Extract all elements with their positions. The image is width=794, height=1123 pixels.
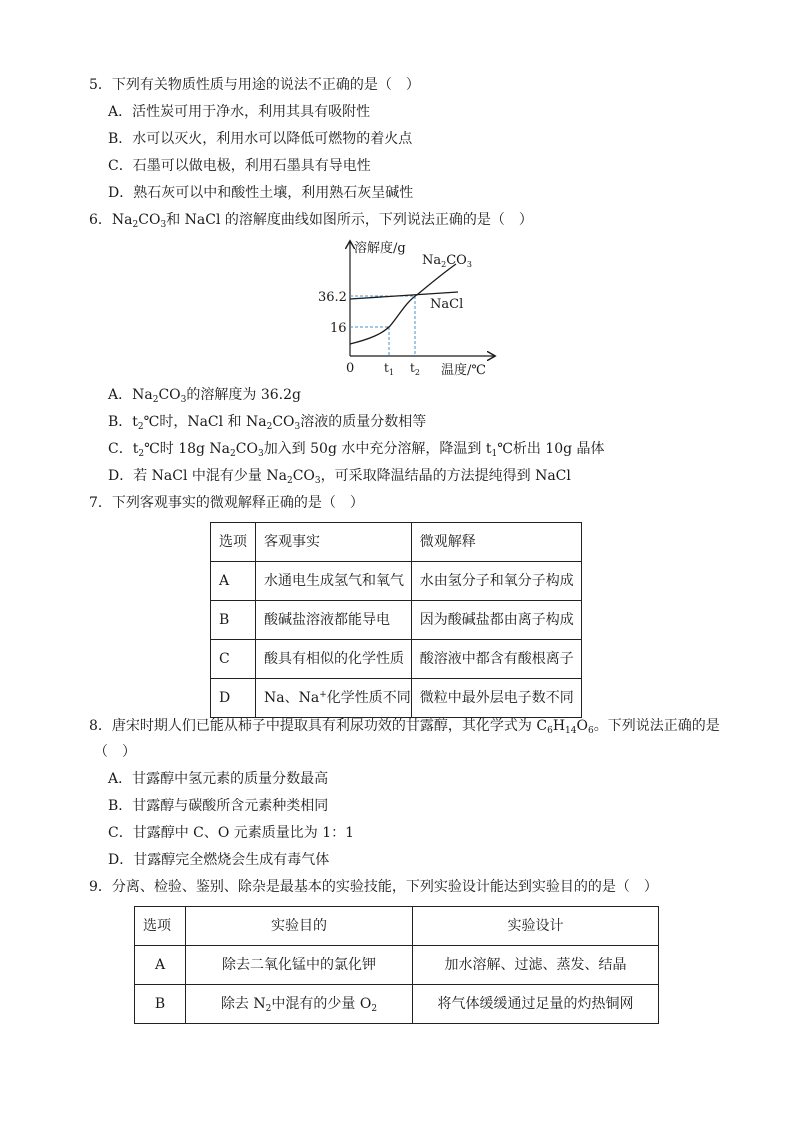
table-row — [135, 946, 659, 985]
table-row — [211, 562, 582, 601]
q6-option-b: B．$t_2℃$时，NaCl 和 $Na_2CO_3$溶液的质量分数相等 — [108, 414, 427, 432]
table-cell: 除去二氧化锰中的氯化钾 — [186, 946, 413, 985]
y-tick-16: 16 — [330, 321, 347, 336]
q6-option-d: D．若 NaCl 中混有少量 $Na_2CO_3$，可采取降温结晶的方法提纯得到 NaCl — [108, 468, 571, 486]
q5-option-c: C．石墨可以做电极，利用石墨具有导电性 — [108, 158, 371, 174]
series-label-nacl: NaCl — [430, 297, 464, 312]
table-row — [211, 601, 582, 640]
q8-stem: 8．唐宋时期人们已能从柿子中提取具有利尿功效的甘露醇，其化学式为 $C_6H_{14}O_6$。下列说法正确的是 — [89, 718, 720, 736]
q8-option-c: C．甘露醇中 C、O 元素质量比为 1：1 — [108, 825, 355, 841]
table-cell: A — [211, 562, 256, 601]
q5-option-a: A．活性炭可用于净水，利用其具有吸附性 — [108, 104, 371, 120]
q5-stem: 5．下列有关物质性质与用途的说法不正确的是（ ） — [89, 77, 420, 93]
y-axis-label: 溶解度/g — [354, 241, 406, 256]
q5-option-b: B．水可以灭火，利用水可以降低可燃物的着火点 — [108, 131, 413, 147]
q5-option-d: D．熟石灰可以中和酸性土壤，利用熟石灰呈碱性 — [108, 185, 414, 201]
table-header-row — [135, 907, 659, 946]
y-tick-362: 36.2 — [318, 290, 347, 305]
q9-table — [134, 906, 659, 1024]
table-cell: 酸碱盐溶液都能导电 — [256, 601, 412, 640]
series-label-na2co3: $Na_2CO_3$ — [422, 253, 472, 269]
table-header-cell: 选项 — [211, 523, 256, 562]
q6-option-a: A．$Na_2CO_3$的溶解度为 36.2g — [108, 387, 301, 405]
q8-option-d: D．甘露醇完全燃烧会生成有毒气体 — [108, 852, 330, 868]
solubility-chart — [308, 236, 508, 376]
table-cell: D — [211, 679, 256, 718]
table-header-row — [211, 523, 582, 562]
q6-stem: 6．$Na_2CO_3$和 NaCl 的溶解度曲线如图所示，下列说法正确的是（ ） — [89, 212, 533, 230]
table-cell: 水通电生成氢气和氧气 — [256, 562, 412, 601]
table-cell: 因为酸碱盐都由离子构成 — [411, 601, 581, 640]
q7-table — [210, 522, 582, 718]
table-header-cell: 客观事实 — [256, 523, 412, 562]
table-cell: 加水溶解、过滤、蒸发、结晶 — [413, 946, 659, 985]
table-cell: Na、Na+化学性质不同 — [256, 679, 412, 718]
table-cell: A — [135, 946, 186, 985]
x-axis-label: 温度/℃ — [441, 363, 486, 376]
table-cell: B — [135, 985, 186, 1024]
table-row — [211, 679, 582, 718]
table-header-cell: 选项 — [135, 907, 186, 946]
q9-stem: 9．分离、检验、鉴别、除杂是最基本的实验技能，下列实验设计能达到实验目的的是（ ） — [89, 879, 658, 895]
table-row — [135, 985, 659, 1024]
table-cell: B — [211, 601, 256, 640]
x-tick-t1: $t_1$ — [384, 361, 394, 376]
table-cell: 酸溶液中都含有酸根离子 — [411, 640, 581, 679]
table-header-cell: 实验目的 — [186, 907, 413, 946]
table-cell: 酸具有相似的化学性质 — [256, 640, 412, 679]
table-header-cell: 微观解释 — [411, 523, 581, 562]
table-cell: 除去 $N_2$中混有的少量 $O_2$ — [186, 985, 413, 1024]
table-cell: 水由氢分子和氧分子构成 — [411, 562, 581, 601]
q8-option-a: A．甘露醇中氢元素的质量分数最高 — [108, 771, 329, 787]
table-cell: 将气体缓缓通过足量的灼热铜网 — [413, 985, 659, 1024]
table-header-cell: 实验设计 — [413, 907, 659, 946]
q7-stem: 7．下列客观事实的微观解释正确的是（ ） — [89, 495, 364, 511]
table-row — [211, 640, 582, 679]
q8-option-b: B．甘露醇与碳酸所含元素种类相同 — [108, 798, 329, 814]
origin-label: 0 — [346, 361, 355, 376]
x-tick-t2: $t_2$ — [410, 361, 420, 376]
table-cell: 微粒中最外层电子数不同 — [411, 679, 581, 718]
q8-stem-paren: （ ） — [94, 744, 136, 760]
q6-option-c: C．$t_2℃$时 18g $Na_2CO_3$加入到 50g 水中充分溶解，降温到 $t_1℃$析出 10g 晶体 — [108, 441, 605, 459]
table-cell: C — [211, 640, 256, 679]
